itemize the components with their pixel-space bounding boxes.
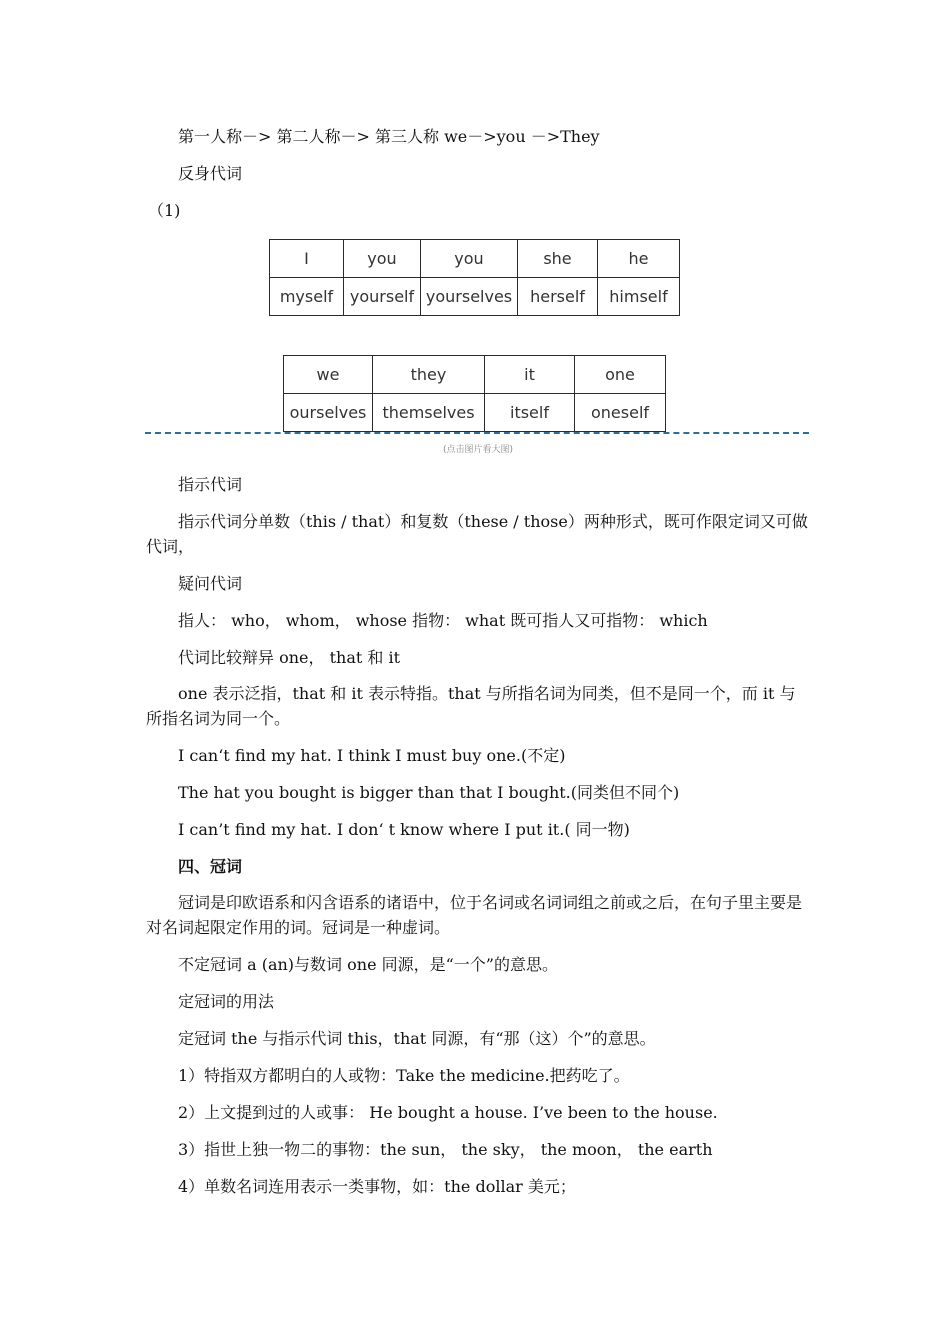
interrogative-heading: 疑问代词 [178, 574, 243, 593]
table-cell: they [373, 356, 485, 394]
image-caption-link[interactable]: (点击图片看大图) [442, 445, 514, 455]
interrogative-text: 指人： who， whom， whose 指物： what 既可指人又可指物： which [178, 611, 708, 630]
definite-use-2: 2）上文提到过的人或事： He bought a house. I’ve been to the house. [178, 1103, 718, 1122]
compare-text: one 表示泛指，that 和 it 表示特指。that 与所指名词为同类，但不是同一个，而 it 与所指名词为同一个。 [146, 684, 796, 728]
table-cell: it [485, 356, 575, 394]
table-cell: yourself [344, 278, 421, 316]
definite-heading: 定冠词的用法 [178, 992, 275, 1011]
article-heading: 四、冠词 [178, 857, 243, 876]
example-2: The hat you bought is bigger than that I bought.(同类但不同个) [178, 783, 680, 802]
table-row [270, 278, 680, 316]
table-row [284, 394, 666, 432]
table-row [270, 240, 680, 278]
table-cell: itself [485, 394, 575, 432]
table-cell: one [575, 356, 666, 394]
table-cell: you [344, 240, 421, 278]
demonstrative-text: 指示代词分单数（this / that）和复数（these / those）两种形式，既可作限定词又可做代词， [146, 512, 808, 556]
list-marker: （1) [148, 201, 181, 220]
table-row [284, 356, 666, 394]
person-order-line: 第一人称－> 第二人称－> 第三人称 we－>you －>They [178, 127, 600, 146]
table-cell: myself [270, 278, 344, 316]
reflexive-table-2[interactable] [283, 355, 666, 432]
compare-heading: 代词比较辩异 one， that 和 it [178, 648, 401, 667]
table-cell: ourselves [284, 394, 373, 432]
table-cell: herself [518, 278, 598, 316]
table-cell: you [421, 240, 518, 278]
article-text: 冠词是印欧语系和闪含语系的诸语中，位于名词或名词词组之前或之后，在句子里主要是对名词起限定作用的词。冠词是一种虚词。 [146, 893, 803, 937]
table-cell: he [598, 240, 680, 278]
table-cell: we [284, 356, 373, 394]
demonstrative-heading: 指示代词 [178, 475, 243, 494]
table-cell: she [518, 240, 598, 278]
definite-use-3: 3）指世上独一物二的事物：the sun， the sky， the moon， the earth [178, 1140, 713, 1159]
example-3: I can’t find my hat. I don‘ t know where I put it.( 同一物) [178, 820, 630, 839]
table-cell: themselves [373, 394, 485, 432]
definite-use-1: 1）特指双方都明白的人或物：Take the medicine.把药吃了。 [178, 1066, 630, 1085]
indefinite-article-text: 不定冠词 a (an)与数词 one 同源，是“一个”的意思。 [178, 955, 558, 974]
table-cell: yourselves [421, 278, 518, 316]
definite-text: 定冠词 the 与指示代词 this，that 同源，有“那（这）个”的意思。 [178, 1029, 656, 1048]
reflexive-table-1[interactable] [269, 239, 680, 316]
definite-use-4: 4）单数名词连用表示一类事物，如：the dollar 美元； [178, 1177, 576, 1196]
reflexive-heading: 反身代词 [178, 164, 243, 183]
table-cell: himself [598, 278, 680, 316]
example-1: I can‘t find my hat. I think I must buy one.(不定) [178, 746, 566, 765]
image-divider [145, 432, 809, 434]
table-cell: oneself [575, 394, 666, 432]
table-cell: I [270, 240, 344, 278]
